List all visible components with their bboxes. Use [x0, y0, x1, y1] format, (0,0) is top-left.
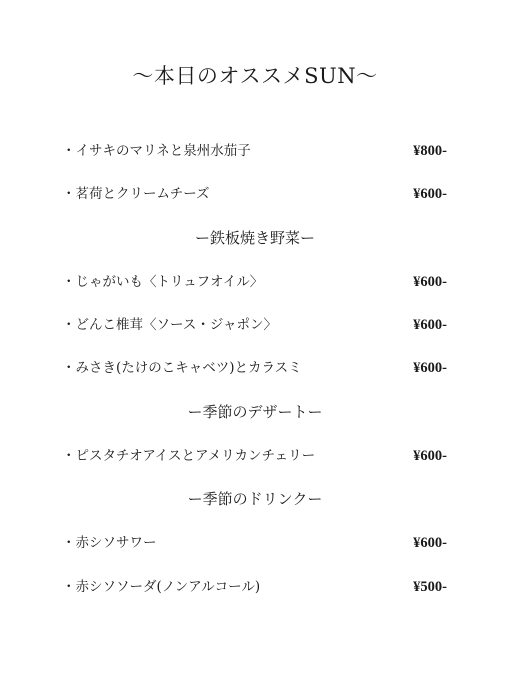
menu-item-price: ¥600- — [413, 535, 447, 551]
menu-item-name: ・赤シソソーダ(ノンアルコール) — [62, 579, 261, 595]
menu-item — [62, 272, 447, 292]
menu-item-name: ・ピスタチオアイスとアメリカンチェリー — [62, 448, 316, 464]
menu-item-name: ・みさき(たけのこキャベツ)とカラスミ — [62, 360, 302, 376]
menu-item-price: ¥600- — [413, 448, 447, 464]
menu-item — [62, 315, 447, 335]
menu-item — [62, 533, 447, 553]
menu-item-name: ・赤シソサワー — [62, 535, 157, 551]
page-title: 〜本日のオススメSUN〜 — [132, 64, 378, 88]
menu-item-name: ・どんこ椎茸〈ソース・ジャポン〉 — [62, 317, 278, 333]
menu-item-name: ・じゃがいも〈トリュフオイル〉 — [62, 274, 264, 290]
menu-item-price: ¥600- — [413, 317, 447, 333]
menu-item-price: ¥600- — [413, 274, 447, 290]
menu-item — [62, 184, 447, 204]
menu-item-price: ¥800- — [413, 143, 447, 159]
menu-item — [62, 358, 447, 378]
section-heading-teppan: ー鉄板焼き野菜ー — [194, 229, 315, 247]
menu-item-price: ¥600- — [413, 186, 447, 202]
section-heading-dessert: ー季節のデザートー — [187, 403, 323, 421]
menu-item-name: ・イサキのマリネと泉州水茄子 — [62, 143, 251, 159]
menu-item — [62, 141, 447, 161]
menu-item — [62, 446, 447, 466]
section-heading-drink: ー季節のドリンクー — [187, 490, 323, 508]
menu-item-price: ¥500- — [413, 579, 447, 595]
menu-item-price: ¥600- — [413, 360, 447, 376]
menu-item — [62, 577, 447, 597]
menu-item-name: ・茗荷とクリームチーズ — [62, 186, 210, 202]
